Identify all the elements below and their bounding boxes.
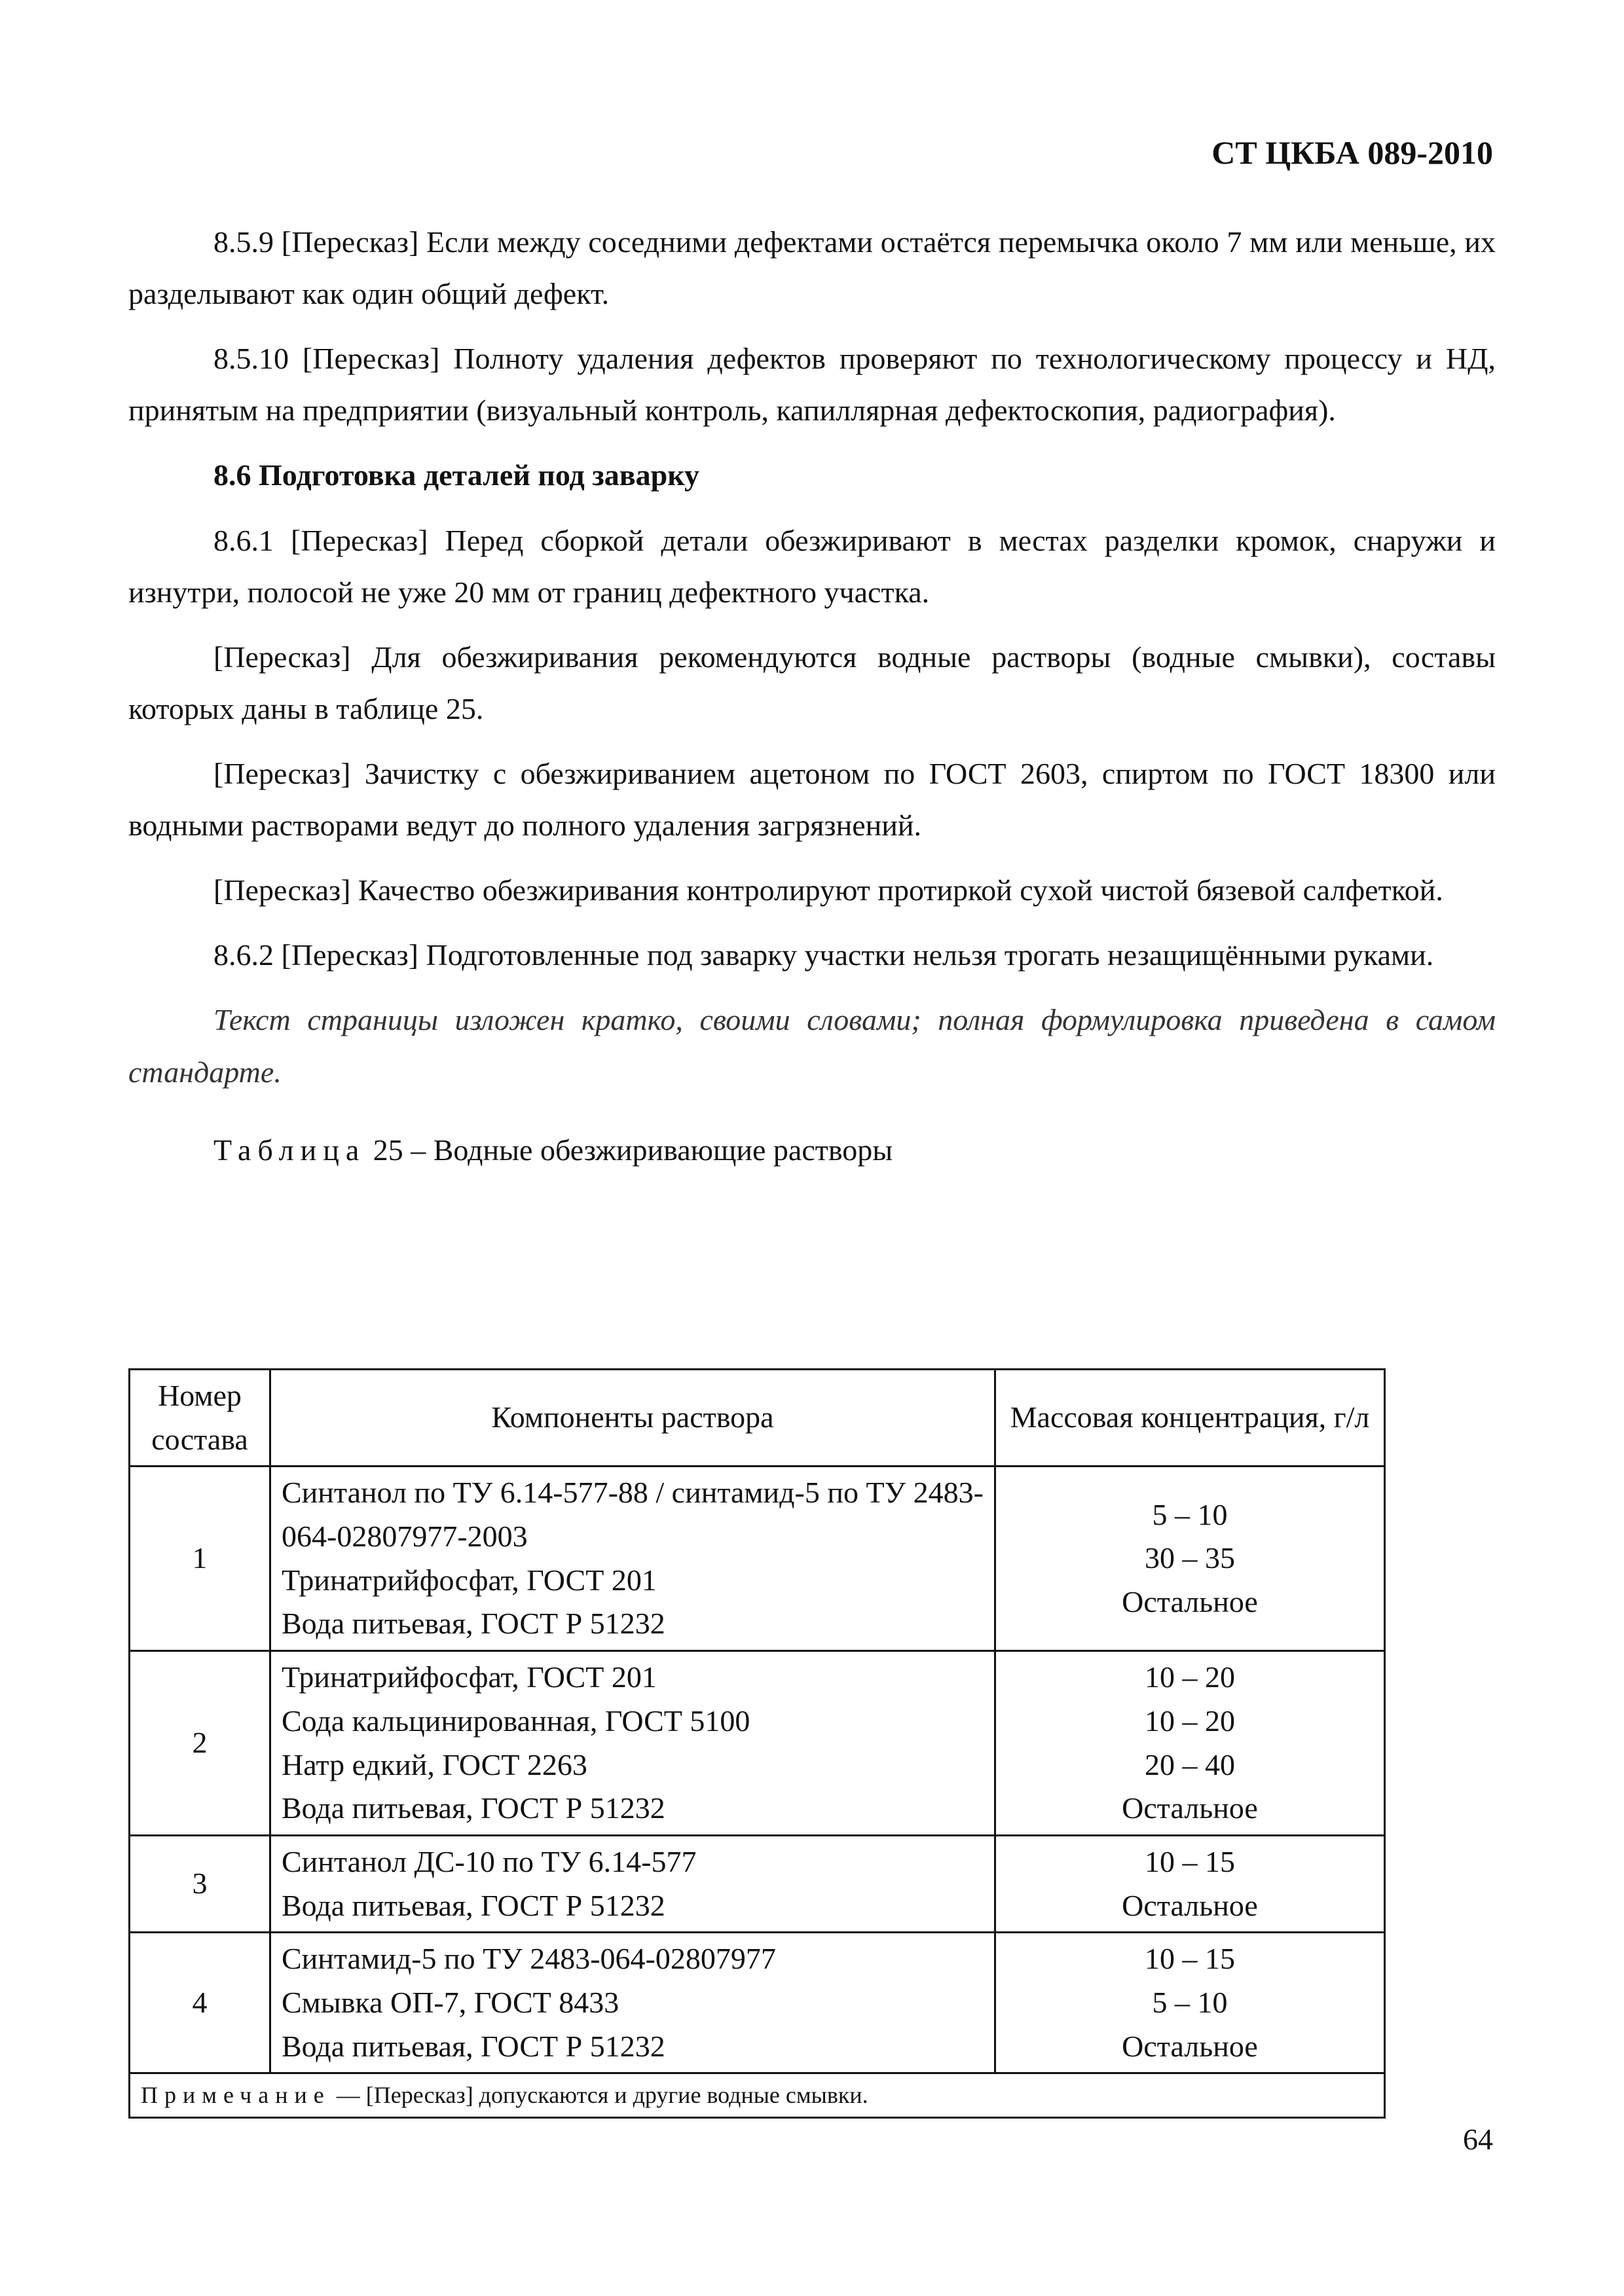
table-row [130,1933,1385,2073]
table-caption [128,1124,1496,1176]
concentration-value: 5 – 10 [1152,1985,1228,2019]
concentration-value: 10 – 15 [1145,1942,1235,1976]
table-note-text: — [Пересказ] допускаются и другие водные смывки. [336,2082,868,2109]
concentration-cell [995,1467,1385,1651]
paragraph: [Пересказ] Для обезжиривания рекомендуются водные растворы (водные смывки), составы которых даны в таблице 25. [128,640,1496,725]
header-components: Компоненты раствора [270,1370,995,1467]
table-caption-lead: Таблица [213,1133,366,1167]
paragraph: 8.6.1 [Пересказ] Перед сборкой детали обезжиривают в местах разделки кромок, снаружи и изнутри, полосой не уже 20 мм от границ дефектного участка. [128,523,1496,609]
paragraph: 8.5.9 [Пересказ] Если между соседними дефектами остаётся перемычка около 7 мм или меньше, их разделывают как один общий дефект. [128,225,1496,311]
table-header-row [130,1370,1385,1467]
component-name: Тринатрийфосфат, ГОСТ 201 [282,1563,657,1597]
main-content [128,216,1496,1185]
table-note-row [130,2073,1385,2117]
concentration-value: 10 – 20 [1145,1660,1235,1694]
document-code: СТ ЦКБА 089-2010 [1211,134,1493,171]
table-note-lead: Примечание [141,2082,331,2109]
concentration-value: 5 – 10 [1152,1497,1228,1531]
component-name: Вода питьевая, ГОСТ Р 51232 [282,1607,665,1641]
component-name: Синтанол по ТУ 6.14-577-88 / синтамид-5 по ТУ 2483-064-02807977-2003 [282,1476,984,1554]
paragraph: 8.5.10 [Пересказ] Полноту удаления дефектов проверяют по технологическому процессу и НД, принятым на предприятии (визуальный контроль, капиллярная дефектоскопия, радиография). [128,342,1496,428]
component-name: Сода кальцинированная, ГОСТ 5100 [282,1704,750,1738]
component-name: Синтамид-5 по ТУ 2483-064-02807977 [282,1942,776,1976]
page-number: 64 [1463,2122,1493,2156]
concentration-cell [995,1933,1385,2073]
concentration-value: 30 – 35 [1145,1541,1235,1575]
degreasing-solutions-table [128,1368,1386,2119]
paraphrase-notice: Текст страницы изложен кратко, своими словами; полная формулировка приведена в самом стандарте. [128,1003,1496,1089]
components-cell [270,1835,995,1932]
table-row [130,1651,1385,1836]
component-name: Вода питьевая, ГОСТ Р 51232 [282,1791,665,1825]
header-number: Номер состава [130,1370,270,1467]
component-name: Смывка ОП-7, ГОСТ 8433 [282,1985,619,2019]
component-name: Натр едкий, ГОСТ 2263 [282,1747,587,1781]
body-paragraphs [128,216,1496,981]
header-concentration: Массовая концентрация, г/л [995,1370,1385,1467]
component-name: Вода питьевая, ГОСТ Р 51232 [282,2029,665,2063]
table-row [130,1835,1385,1932]
composition-number: 3 [130,1835,270,1932]
concentration-value: 10 – 15 [1145,1844,1235,1878]
concentration-value: Остальное [1122,1888,1258,1922]
paragraph: [Пересказ] Зачистку с обезжириванием ацетоном по ГОСТ 2603, спиртом по ГОСТ 18300 или водными растворами ведут до полного удаления загрязнений. [128,756,1496,843]
paragraph: [Пересказ] Качество обезжиривания контролируют протиркой сухой чистой бязевой салфеткой. [213,873,1443,907]
table-note [130,2073,1385,2117]
concentration-cell [995,1835,1385,1932]
table-caption-text: 25 – Водные обезжиривающие растворы [373,1133,893,1167]
concentration-value: 10 – 20 [1145,1704,1235,1738]
paragraph: 8.6.2 [Пересказ] Подготовленные под заварку участки нельзя трогать незащищёнными руками. [213,938,1434,972]
concentration-value: Остальное [1122,2029,1258,2063]
components-cell [270,1467,995,1651]
concentration-cell [995,1651,1385,1836]
table-body [130,1467,1385,2073]
concentration-value: Остальное [1122,1791,1258,1825]
composition-number: 4 [130,1933,270,2073]
section-heading: 8.6 Подготовка деталей под заварку [213,458,700,492]
concentration-value: 20 – 40 [1145,1747,1235,1781]
components-cell [270,1933,995,2073]
components-cell [270,1651,995,1836]
composition-number: 2 [130,1651,270,1836]
composition-number: 1 [130,1467,270,1651]
component-name: Вода питьевая, ГОСТ Р 51232 [282,1888,665,1922]
component-name: Синтанол ДС-10 по ТУ 6.14-577 [282,1844,697,1878]
concentration-value: Остальное [1122,1585,1258,1619]
component-name: Тринатрийфосфат, ГОСТ 201 [282,1660,657,1694]
table-row [130,1467,1385,1651]
